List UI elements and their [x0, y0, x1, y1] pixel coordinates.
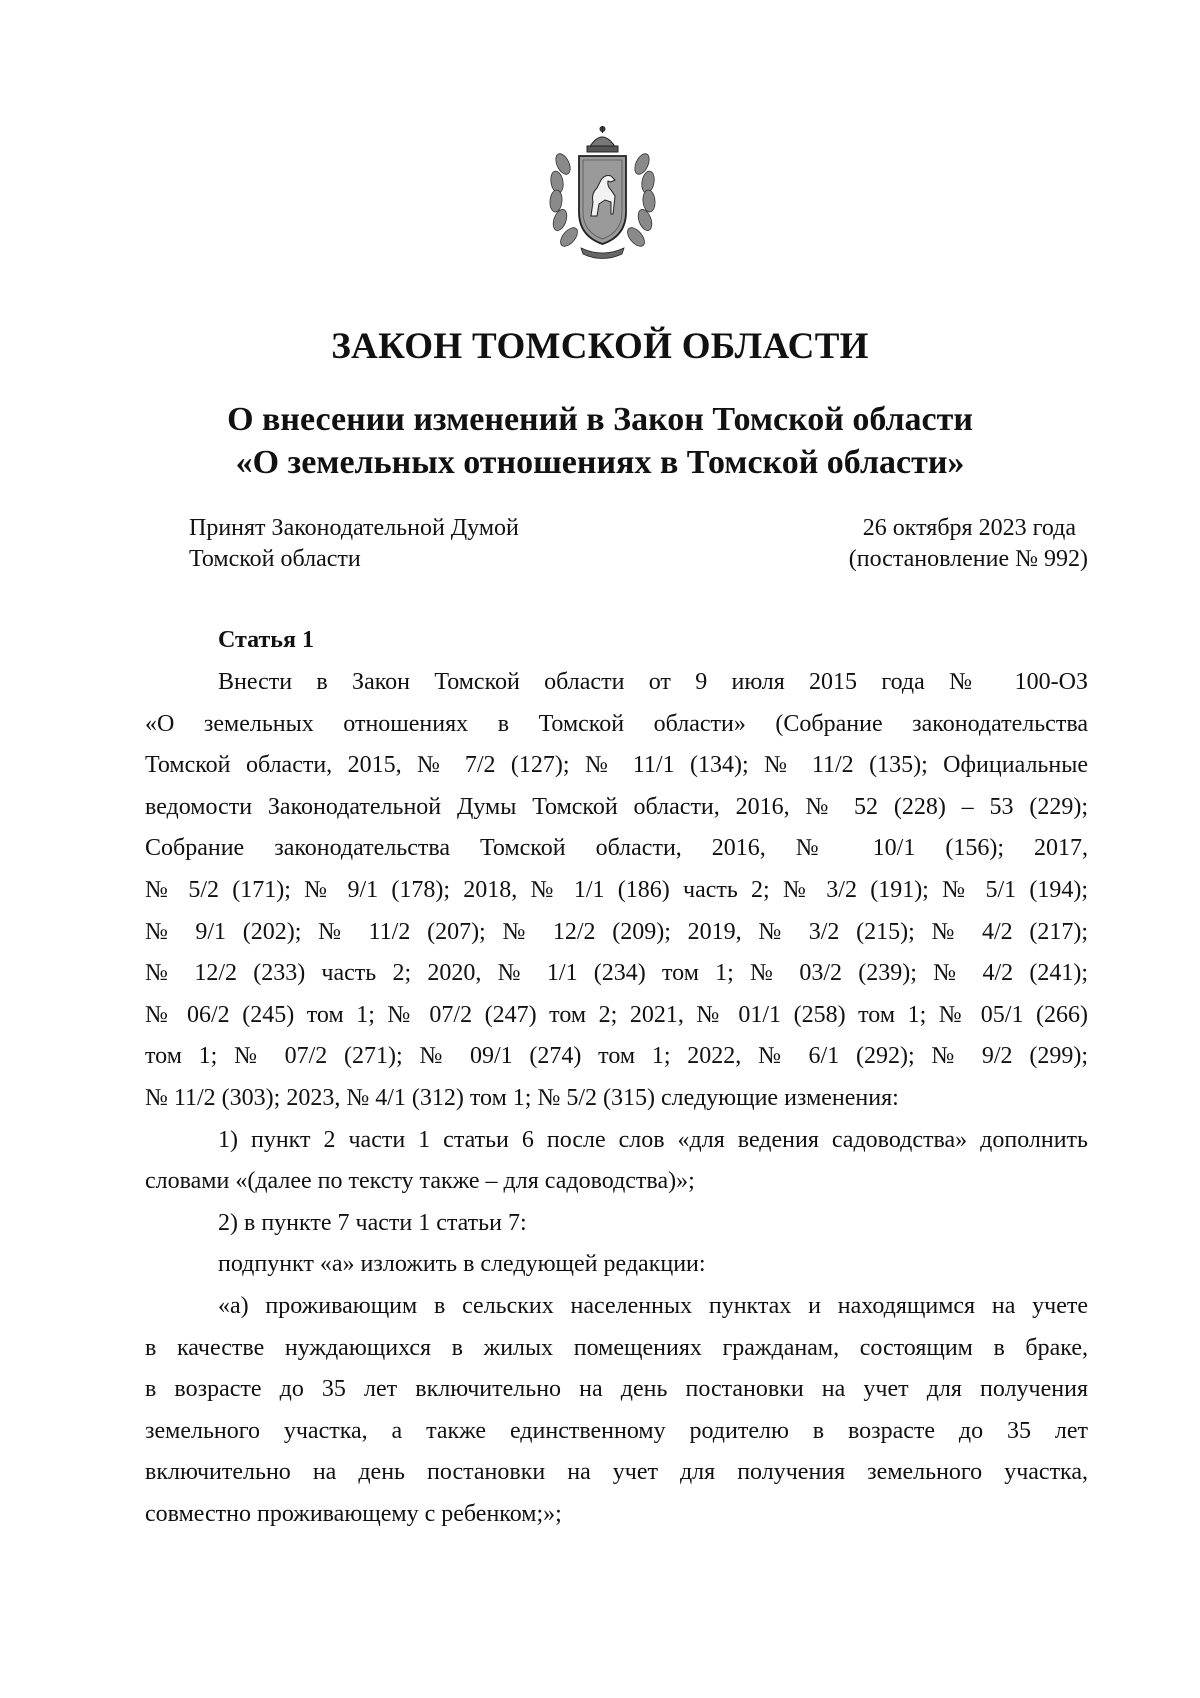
text-line: № 5/2 (171); № 9/1 (178); 2018, № 1/1 (186) часть 2; № 3/2 (191); № 5/1 (194);	[145, 876, 1088, 903]
tomsk-coat-of-arms-emblem	[545, 124, 660, 264]
adopted-by-line: Принят Законодательной Думой	[189, 515, 519, 541]
article-body	[145, 662, 1088, 1535]
text-line: Собрание законодательства Томской области, 2016, № 10/1 (156); 2017,	[145, 835, 1088, 862]
text-line: Внести в Закон Томской области от 9 июля 2015 года № 100-ОЗ	[218, 669, 1088, 695]
text-line: земельного участка, а также единственному родителю в возрасте до 35 лет	[145, 1417, 1088, 1444]
adopted-by	[189, 513, 519, 575]
text-line: № 9/1 (202); № 11/2 (207); № 12/2 (209); 2019, № 3/2 (215); № 4/2 (217);	[145, 918, 1088, 945]
text-line: словами «(далее по тексту также – для садоводства)»;	[145, 1168, 695, 1195]
text-line: подпункт «а» изложить в следующей редакции:	[218, 1251, 706, 1278]
text-line: включительно на день постановки на учет для получения земельного участка,	[145, 1459, 1088, 1486]
text-line: в качестве нуждающихся в жилых помещениях гражданам, состоящим в браке,	[145, 1334, 1088, 1361]
text-line: № 12/2 (233) часть 2; 2020, № 1/1 (234) том 1; № 03/2 (239); № 4/2 (241);	[145, 960, 1088, 987]
law-subtitle	[0, 398, 1200, 484]
text-line: том 1; № 07/2 (271); № 09/1 (274) том 1; 2022, № 6/1 (292); № 9/2 (299);	[145, 1043, 1088, 1070]
law-subtitle-line: «О земельных отношениях в Томской области»	[235, 444, 965, 481]
text-line: 1) пункт 2 части 1 статьи 6 после слов «для ведения садоводства» дополнить	[218, 1126, 1088, 1153]
resolution-number: (постановление № 992)	[848, 546, 1088, 572]
text-line: ведомости Законодательной Думы Томской области, 2016, № 52 (228) – 53 (229);	[145, 793, 1088, 820]
adoption-date-block	[849, 513, 1088, 575]
text-line: совместно проживающему с ребенком;»;	[145, 1500, 562, 1527]
text-line: «а) проживающим в сельских населенных пунктах и находящимся на учете	[218, 1292, 1088, 1319]
article-heading: Статья 1	[218, 627, 314, 653]
law-subtitle-line: О внесении изменений в Закон Томской области	[227, 401, 973, 438]
text-line: № 11/2 (303); 2023, № 4/1 (312) том 1; № 5/2 (315) следующие изменения:	[145, 1084, 899, 1111]
adoption-date: 26 октября 2023 года	[862, 515, 1076, 541]
text-line: в возрасте до 35 лет включительно на день постановки на учет для получения	[145, 1376, 1088, 1403]
adopted-by-line: Томской области	[189, 546, 361, 572]
text-line: «О земельных отношениях в Томской области» (Собрание законодательства	[145, 710, 1088, 737]
law-title: ЗАКОН ТОМСКОЙ ОБЛАСТИ	[331, 326, 869, 367]
text-line: Томской области, 2015, № 7/2 (127); № 11/1 (134); № 11/2 (135); Официальные	[145, 752, 1088, 779]
text-line: 2) в пункте 7 части 1 статьи 7:	[218, 1209, 527, 1236]
text-line: № 06/2 (245) том 1; № 07/2 (247) том 2; 2021, № 01/1 (258) том 1; № 05/1 (266)	[145, 1001, 1088, 1028]
